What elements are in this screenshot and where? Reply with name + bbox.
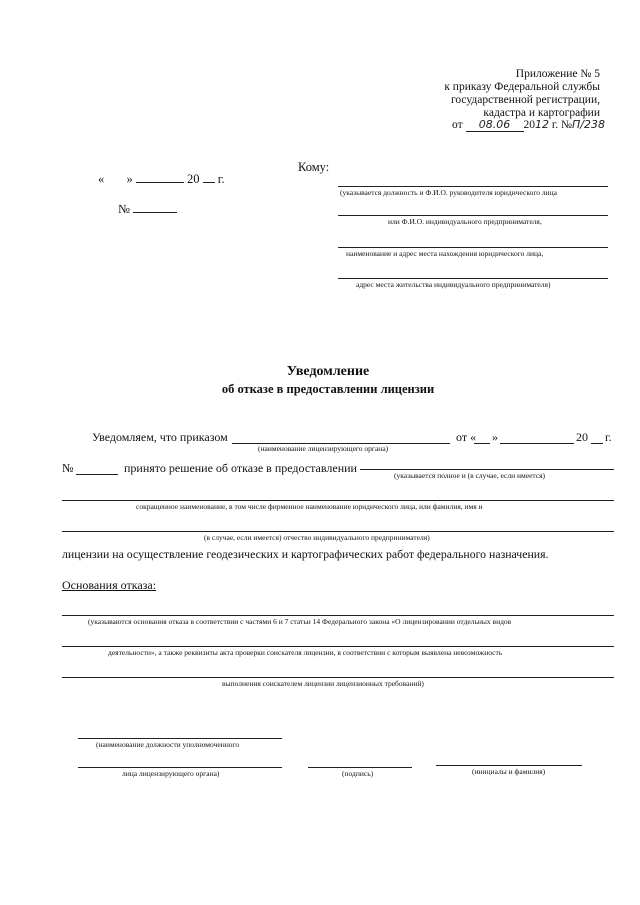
recipient-hint-2: или Ф.И.О. индивидуального предпринимателя,: [388, 217, 542, 226]
to-label: Кому:: [298, 160, 330, 174]
name-field[interactable]: [436, 765, 582, 766]
appendix-date-line: [452, 118, 605, 132]
grounds-field-3[interactable]: [62, 677, 614, 678]
position-hint-1: (наименование должности уполномоченного: [96, 740, 240, 749]
document-title: Уведомление: [286, 364, 370, 379]
grounds-hint-3: выполнения соискателем лицензии лицензионных требований): [222, 679, 424, 688]
date-year-field[interactable]: [203, 182, 215, 183]
order-year-field[interactable]: [591, 443, 603, 444]
appendix-date-prefix: от: [452, 119, 463, 131]
appendix-date-handwritten: 08.06: [466, 118, 524, 132]
order-year-suffix: г.: [605, 430, 612, 444]
order-from-text: от «: [456, 430, 477, 444]
recipient-hint-3: наименование и адрес места нахождения юридического лица,: [346, 249, 544, 258]
signature-hint: (подпись): [342, 769, 374, 778]
applicant-hint-full: (указывается полное и (в случае, если имеется): [394, 471, 546, 480]
applicant-field-1[interactable]: [360, 469, 614, 470]
name-hint: (инициалы и фамилия): [472, 767, 546, 776]
license-text: лицензии на осуществление геодезических и картографических работ федерального назначения.: [62, 547, 549, 561]
position-field-1[interactable]: [78, 738, 282, 739]
appendix-number-handwritten: П/238: [572, 118, 606, 131]
order-year-text: 20: [576, 430, 588, 444]
position-hint-2: лица лицензирующего органа): [122, 769, 220, 778]
header-date: [98, 172, 225, 187]
appendix-line-1: Приложение № 5: [515, 68, 600, 80]
recipient-hint-1: (указывается должность и Ф.И.О. руководителя юридического лица: [340, 188, 558, 197]
appendix-year-suffix: г. №: [551, 119, 573, 131]
decision-text: принято решение об отказе в предоставлении: [124, 461, 357, 475]
date-month-field[interactable]: [136, 182, 184, 183]
document-subtitle: об отказе в предоставлении лицензии: [221, 382, 435, 396]
order-day-field[interactable]: [474, 443, 490, 444]
grounds-hint-1: (указываются основания отказа в соответствии с частями 6 и 7 статьи 14 Федерального закона «О лицензировании отдельных видов: [88, 617, 512, 626]
grounds-heading: Основания отказа:: [62, 578, 157, 592]
header-number-label: №: [118, 202, 130, 216]
date-close-quote: »: [126, 172, 133, 186]
recipient-hint-4: адрес места жительства индивидуального предпринимателя): [356, 280, 551, 289]
order-month-field[interactable]: [500, 443, 574, 444]
grounds-field-1[interactable]: [62, 615, 614, 616]
applicant-field-3[interactable]: [62, 531, 614, 532]
appendix-line-2: к приказу Федеральной службы: [444, 81, 600, 93]
date-suffix: г.: [217, 172, 225, 186]
date-open-quote: «: [98, 172, 105, 186]
order-close-quote: »: [492, 430, 498, 444]
grounds-hint-2: деятельности», а также реквизиты акта проверки соискателя лицензии, в соответствии с которым выявлена невозможность: [108, 648, 503, 657]
recipient-line-2[interactable]: [338, 215, 608, 216]
header-number-field[interactable]: [133, 212, 177, 213]
applicant-hint-short: сокращенное наименование, в том числе фирменное наименование юридического лица, или фамилия, имя и: [136, 502, 483, 511]
order-number-field[interactable]: [76, 474, 118, 475]
appendix-year-prefix: 20: [523, 119, 535, 131]
position-field-2[interactable]: [78, 767, 282, 768]
header-number: [118, 202, 177, 217]
appendix-line-3: государственной регистрации,: [450, 94, 600, 106]
appendix-year-handwritten: 12: [535, 118, 549, 131]
applicant-hint-patronymic: (в случае, если имеется) отчество индивидуального предпринимателя): [204, 533, 430, 542]
recipient-line-4[interactable]: [338, 278, 608, 279]
appendix-line-4: кадастра и картографии: [483, 107, 600, 119]
authority-hint: (наименование лицензирующего органа): [258, 444, 389, 453]
order-number-label: №: [62, 461, 74, 475]
appendix-block: [444, 68, 600, 120]
signature-field[interactable]: [308, 767, 412, 768]
recipient-line-1[interactable]: [338, 186, 608, 187]
notify-text: Уведомляем, что приказом: [92, 430, 228, 444]
recipient-line-3[interactable]: [338, 247, 608, 248]
grounds-field-2[interactable]: [62, 646, 614, 647]
date-year: 20: [187, 172, 200, 186]
applicant-field-2[interactable]: [62, 500, 614, 501]
